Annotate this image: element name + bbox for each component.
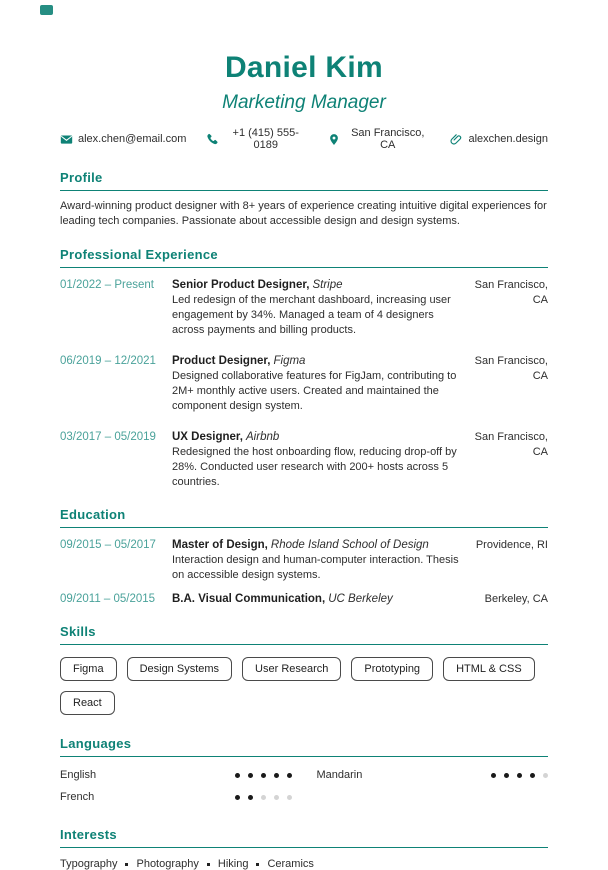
resume-header bbox=[60, 0, 548, 151]
person-name: Daniel Kim bbox=[224, 51, 384, 84]
entry-main bbox=[172, 538, 468, 583]
section-rule bbox=[60, 190, 548, 191]
mail-icon bbox=[60, 133, 73, 146]
entry-location: Providence, RI bbox=[475, 539, 548, 551]
bullet-separator-icon bbox=[256, 863, 259, 866]
entry-title bbox=[172, 592, 468, 607]
page-corner-mark bbox=[40, 5, 53, 15]
section-education bbox=[60, 508, 548, 607]
skill-chips bbox=[60, 657, 548, 715]
experience-heading: Professional Experience bbox=[60, 247, 218, 262]
contact-phone-text: +1 (415) 555-0189 bbox=[232, 127, 299, 151]
level-dot-filled bbox=[274, 773, 279, 778]
job-title: Marketing Manager bbox=[222, 92, 386, 113]
location-icon bbox=[328, 133, 340, 146]
section-interests bbox=[60, 828, 548, 870]
section-rule bbox=[60, 527, 548, 528]
language-name: French bbox=[60, 791, 95, 803]
level-dot-filled bbox=[530, 773, 535, 778]
entry-degree: B.A. Visual Communication, bbox=[172, 593, 326, 605]
entry-description: Led redesign of the merchant dashboard, increasing user engagement by 34%. Managed a team of 4 designers across payments and billing products. bbox=[172, 294, 451, 336]
entry-title bbox=[172, 538, 468, 553]
experience-entry bbox=[60, 278, 548, 338]
entry-role: Product Designer, bbox=[172, 355, 271, 367]
entry-title bbox=[172, 278, 468, 293]
entry-main bbox=[172, 592, 468, 607]
bullet-separator-icon bbox=[207, 863, 210, 866]
level-dot-empty bbox=[261, 795, 266, 800]
section-rule bbox=[60, 267, 548, 268]
interest-item: Ceramics bbox=[267, 858, 314, 870]
language-item bbox=[60, 768, 292, 782]
entry-school: Rhode Island School of Design bbox=[270, 539, 429, 551]
entry-role: UX Designer, bbox=[172, 431, 243, 443]
entry-title bbox=[172, 354, 468, 369]
contact-email[interactable] bbox=[60, 133, 186, 146]
section-rule bbox=[60, 644, 548, 645]
language-level-dots bbox=[491, 773, 548, 778]
entry-dates: 09/2011 – 05/2015 bbox=[60, 593, 156, 605]
link-icon bbox=[450, 133, 463, 146]
level-dot-empty bbox=[274, 795, 279, 800]
entry-description: Designed collaborative features for FigJam, contributing to 2M+ monthly active users. Created and maintained the component design system. bbox=[172, 370, 457, 412]
entry-title bbox=[172, 430, 468, 445]
language-name: English bbox=[60, 769, 97, 781]
level-dot-filled bbox=[517, 773, 522, 778]
experience-entries bbox=[60, 278, 548, 490]
contact-row bbox=[60, 127, 548, 151]
contact-website[interactable] bbox=[450, 133, 548, 146]
entry-location: San Francisco, CA bbox=[474, 431, 548, 458]
level-dot-filled bbox=[491, 773, 496, 778]
entry-dates: 09/2015 – 05/2017 bbox=[60, 539, 156, 551]
entry-location: San Francisco, CA bbox=[474, 355, 548, 382]
level-dot-filled bbox=[248, 773, 253, 778]
section-profile bbox=[60, 171, 548, 229]
level-dot-filled bbox=[248, 795, 253, 800]
profile-heading: Profile bbox=[60, 170, 103, 185]
entry-main bbox=[172, 354, 468, 414]
entry-dates: 06/2019 – 12/2021 bbox=[60, 355, 156, 367]
contact-website-text: alexchen.design bbox=[468, 133, 548, 145]
education-heading: Education bbox=[60, 507, 126, 522]
section-experience bbox=[60, 248, 548, 490]
entry-main bbox=[172, 430, 468, 490]
contact-phone[interactable] bbox=[206, 127, 308, 151]
entry-company: Stripe bbox=[312, 279, 343, 291]
language-name: Mandarin bbox=[316, 769, 363, 781]
contact-location[interactable] bbox=[328, 127, 430, 151]
interest-item: Hiking bbox=[217, 858, 249, 870]
level-dot-filled bbox=[287, 773, 292, 778]
profile-text: Award-winning product designer with 8+ years of experience creating intuitive digital experiences for leading tech companies. Passionate about accessible design and design systems. bbox=[60, 200, 547, 227]
entry-role: Senior Product Designer, bbox=[172, 279, 310, 291]
entry-description: Interaction design and human-computer interaction. Thesis on accessible design systems. bbox=[172, 554, 459, 581]
section-rule bbox=[60, 756, 548, 757]
language-level-dots bbox=[235, 795, 292, 800]
section-skills bbox=[60, 625, 548, 715]
interest-item: Typography bbox=[60, 858, 118, 870]
contact-location-text: San Francisco, CA bbox=[351, 127, 425, 151]
language-item bbox=[317, 768, 549, 782]
education-entry bbox=[60, 592, 548, 607]
entry-location: San Francisco, CA bbox=[474, 279, 548, 306]
skill-chip: HTML & CSS bbox=[443, 657, 535, 681]
skill-chip: Prototyping bbox=[351, 657, 433, 681]
language-item-empty bbox=[317, 790, 549, 804]
entry-company: Figma bbox=[273, 355, 306, 367]
experience-entry bbox=[60, 354, 548, 414]
interest-item: Photography bbox=[136, 858, 199, 870]
entry-dates: 03/2017 – 05/2019 bbox=[60, 431, 156, 443]
interests-heading: Interests bbox=[60, 827, 117, 842]
skill-chip: User Research bbox=[242, 657, 341, 681]
level-dot-filled bbox=[504, 773, 509, 778]
skill-chip: Design Systems bbox=[127, 657, 232, 681]
section-rule bbox=[60, 847, 548, 848]
entry-location: Berkeley, CA bbox=[484, 593, 548, 605]
skills-heading: Skills bbox=[60, 624, 96, 639]
entry-degree: Master of Design, bbox=[172, 539, 268, 551]
language-level-dots bbox=[235, 773, 292, 778]
level-dot-empty bbox=[543, 773, 548, 778]
entry-company: Airbnb bbox=[246, 431, 280, 443]
skill-chip: Figma bbox=[60, 657, 117, 681]
level-dot-filled bbox=[261, 773, 266, 778]
entry-school: UC Berkeley bbox=[328, 593, 393, 605]
contact-email-text: alex.chen@email.com bbox=[78, 133, 187, 145]
bullet-separator-icon bbox=[125, 863, 128, 866]
skill-chip: React bbox=[60, 691, 115, 715]
experience-entry bbox=[60, 430, 548, 490]
level-dot-filled bbox=[235, 795, 240, 800]
phone-icon bbox=[206, 133, 218, 145]
section-languages bbox=[60, 737, 548, 804]
entry-main bbox=[172, 278, 468, 338]
language-grid bbox=[60, 768, 548, 804]
level-dot-filled bbox=[235, 773, 240, 778]
languages-heading: Languages bbox=[60, 736, 132, 751]
education-entry bbox=[60, 538, 548, 583]
education-entries bbox=[60, 538, 548, 607]
language-item bbox=[60, 790, 292, 804]
entry-description: Redesigned the host onboarding flow, reducing drop-off by 28%. Conducted user research with 200+ hosts across 5 countries. bbox=[172, 446, 457, 488]
entry-dates: 01/2022 – Present bbox=[60, 279, 154, 291]
level-dot-empty bbox=[287, 795, 292, 800]
